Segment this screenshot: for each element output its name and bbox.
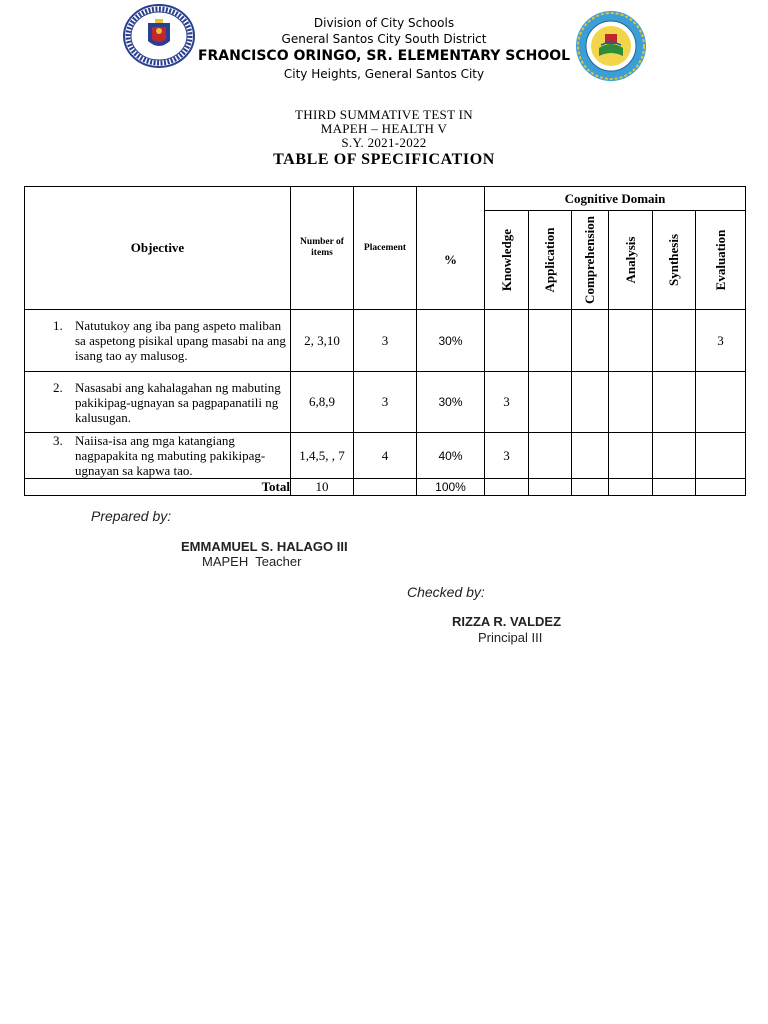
division-text: Division of City Schools xyxy=(313,16,455,30)
test-title-line1: THIRD SUMMATIVE TEST IN xyxy=(295,107,473,122)
synthesis-cell xyxy=(653,433,696,479)
table-row xyxy=(25,372,746,433)
placement-header: Placement xyxy=(354,187,417,310)
objective-header: Objective xyxy=(25,187,291,310)
percent-cell: 30% xyxy=(417,372,485,433)
school-name: FRANCISCO ORINGO, SR. ELEMENTARY SCHOOL xyxy=(197,48,571,64)
placement-cell: 4 xyxy=(354,433,417,479)
knowledge-cell: 3 xyxy=(485,433,529,479)
percent-cell: 30% xyxy=(417,310,485,372)
domain-label: Comprehension xyxy=(582,216,597,304)
specification-table xyxy=(24,186,746,496)
total-percent: 100% xyxy=(417,479,485,496)
comprehension-cell xyxy=(572,372,609,433)
table-header-row xyxy=(25,187,746,211)
knowledge-cell xyxy=(485,310,529,372)
total-synthesis xyxy=(653,479,696,496)
knowledge-cell: 3 xyxy=(485,372,529,433)
domain-label: Analysis xyxy=(622,236,638,284)
domain-label: Knowledge xyxy=(498,228,514,292)
evaluation-cell: 3 xyxy=(696,310,746,372)
preparer-name: EMMAMUEL S. HALAGO III xyxy=(181,539,348,554)
school-year: S.Y. 2021-2022 xyxy=(341,135,427,150)
items-cell: 1,4,5, , 7 xyxy=(291,433,354,479)
total-items: 10 xyxy=(291,479,354,496)
checked-by-label: Checked by: xyxy=(407,584,485,600)
total-row xyxy=(25,479,746,496)
table-row xyxy=(25,433,746,479)
domain-header-application xyxy=(529,211,572,310)
evaluation-cell xyxy=(696,433,746,479)
objective-cell xyxy=(25,433,291,479)
application-cell xyxy=(529,372,572,433)
objective-number: 3. xyxy=(53,433,63,448)
num-items-header: Number of items xyxy=(291,187,354,310)
district-text: General Santos City South District xyxy=(281,32,487,46)
total-application xyxy=(529,479,572,496)
page-title: TABLE OF SPECIFICATION xyxy=(273,151,495,168)
objective-text: Natutukoy ang iba pang aspeto maliban sa aspetong pisikal upang masabi na ang isang tao ay malusog. xyxy=(75,318,286,363)
domain-label: Application xyxy=(542,227,557,293)
objective-number: 2. xyxy=(53,379,63,395)
objective-text: Nasasabi ang kahalagahan ng mabuting pakikipag-ugnayan sa pagpapanatili ng kalusugan. xyxy=(75,379,281,425)
domain-header-analysis xyxy=(609,211,653,310)
objective-number: 1. xyxy=(53,318,63,333)
evaluation-cell xyxy=(696,372,746,433)
comprehension-cell xyxy=(572,433,609,479)
test-title-line2: MAPEH – HEALTH V xyxy=(320,121,448,136)
objective-cell xyxy=(25,310,291,372)
domain-header-knowledge xyxy=(485,211,529,310)
percent-header-top xyxy=(417,187,485,211)
synthesis-cell xyxy=(653,372,696,433)
domain-label: Evaluation xyxy=(712,229,728,291)
school-address: City Heights, General Santos City xyxy=(283,67,485,81)
analysis-cell xyxy=(609,372,653,433)
total-comprehension xyxy=(572,479,609,496)
domain-label: Synthesis xyxy=(666,233,681,287)
domain-header-synthesis xyxy=(653,211,696,310)
placement-cell: 3 xyxy=(354,372,417,433)
table-row xyxy=(25,310,746,372)
prepared-by-label: Prepared by: xyxy=(91,508,172,524)
percent-header: % xyxy=(417,211,485,310)
total-knowledge xyxy=(485,479,529,496)
checker-name: RIZZA R. VALDEZ xyxy=(452,614,562,629)
application-cell xyxy=(529,310,572,372)
domain-header-evaluation xyxy=(696,211,746,310)
percent-cell: 40% xyxy=(417,433,485,479)
total-placement xyxy=(354,479,417,496)
analysis-cell xyxy=(609,310,653,372)
domain-header-comprehension xyxy=(572,211,609,310)
items-cell: 6,8,9 xyxy=(291,372,354,433)
checker-role: Principal III xyxy=(478,630,543,645)
total-evaluation xyxy=(696,479,746,496)
total-analysis xyxy=(609,479,653,496)
placement-cell: 3 xyxy=(354,310,417,372)
comprehension-cell xyxy=(572,310,609,372)
application-cell xyxy=(529,433,572,479)
items-cell: 2, 3,10 xyxy=(291,310,354,372)
analysis-cell xyxy=(609,433,653,479)
objective-text: Naiisa-isa ang mga katangiang nagpapakita ng mabuting pakikipag-ugnayan sa kapwa tao. xyxy=(75,433,266,478)
objective-cell xyxy=(25,372,291,433)
total-label: Total xyxy=(25,479,291,496)
cognitive-domain-header: Cognitive Domain xyxy=(485,187,746,211)
synthesis-cell xyxy=(653,310,696,372)
preparer-role: MAPEH Teacher xyxy=(202,554,302,569)
